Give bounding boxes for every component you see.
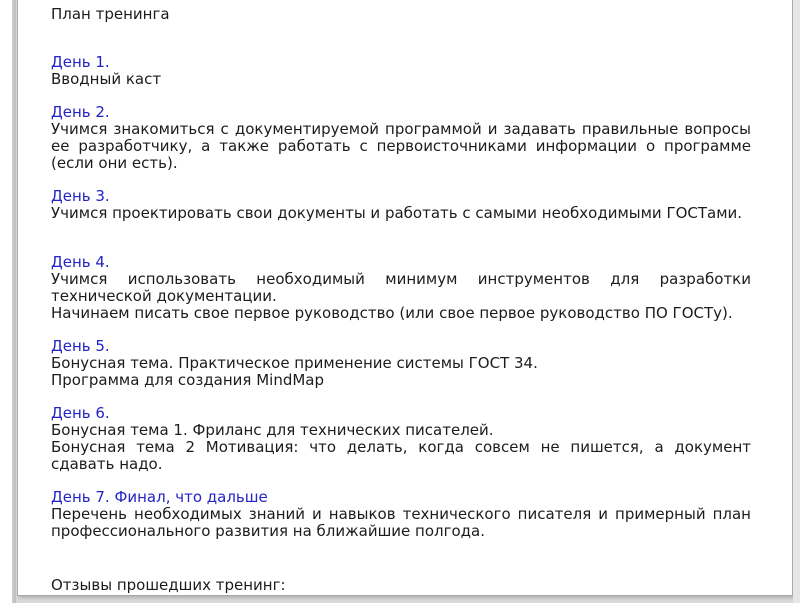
day-text: Учимся использовать необходимый минимум инструментов для разработки технической документации. xyxy=(51,270,751,305)
day-text: Учимся знакомиться с документируемой программой и задавать правильные вопросы ее разработчику, а также работать с первоисточниками информации о программе (если они есть). xyxy=(51,120,751,172)
day-text: Бонусная тема 2 Мотивация: что делать, когда совсем не пишется, а документ сдавать надо. xyxy=(51,438,751,473)
day-heading: День 4. xyxy=(51,253,110,271)
day-section-3 xyxy=(51,188,751,222)
day-heading: День 7. Финал, что дальше xyxy=(51,488,268,506)
day-text: Бонусная тема 1. Фриланс для технических писателей. xyxy=(51,421,494,439)
day-section-7 xyxy=(51,489,751,540)
day-section-5 xyxy=(51,338,751,389)
day-heading: День 6. xyxy=(51,404,110,422)
day-heading: День 3. xyxy=(51,187,110,205)
day-text: Программа для создания MindMap xyxy=(51,371,325,389)
day-section-1 xyxy=(51,54,751,88)
day-section-4 xyxy=(51,254,751,322)
day-section-6 xyxy=(51,405,751,473)
right-margin-strip xyxy=(793,0,800,603)
day-text: Бонусная тема. Практическое применение системы ГОСТ 34. xyxy=(51,354,538,372)
document-title: План тренинга xyxy=(51,5,170,23)
day-text: Начинаем писать свое первое руководство (или свое первое руководство ПО ГОСТу). xyxy=(51,304,733,322)
day-text: Перечень необходимых знаний и навыков технического писателя и примерный план профессионального развития на ближайшие полгода. xyxy=(51,505,751,540)
document-page xyxy=(17,0,793,596)
day-heading: День 5. xyxy=(51,337,110,355)
reviews-heading: Отзывы прошедших тренинг: xyxy=(51,576,286,594)
day-text: Учимся проектировать свои документы и работать с самыми необходимыми ГОСТами. xyxy=(51,204,743,222)
day-section-2 xyxy=(51,104,751,172)
day-heading: День 2. xyxy=(51,103,110,121)
day-heading: День 1. xyxy=(51,53,110,71)
left-margin-strip xyxy=(0,0,16,603)
day-text: Вводный каст xyxy=(51,70,162,88)
document-content xyxy=(51,6,751,594)
